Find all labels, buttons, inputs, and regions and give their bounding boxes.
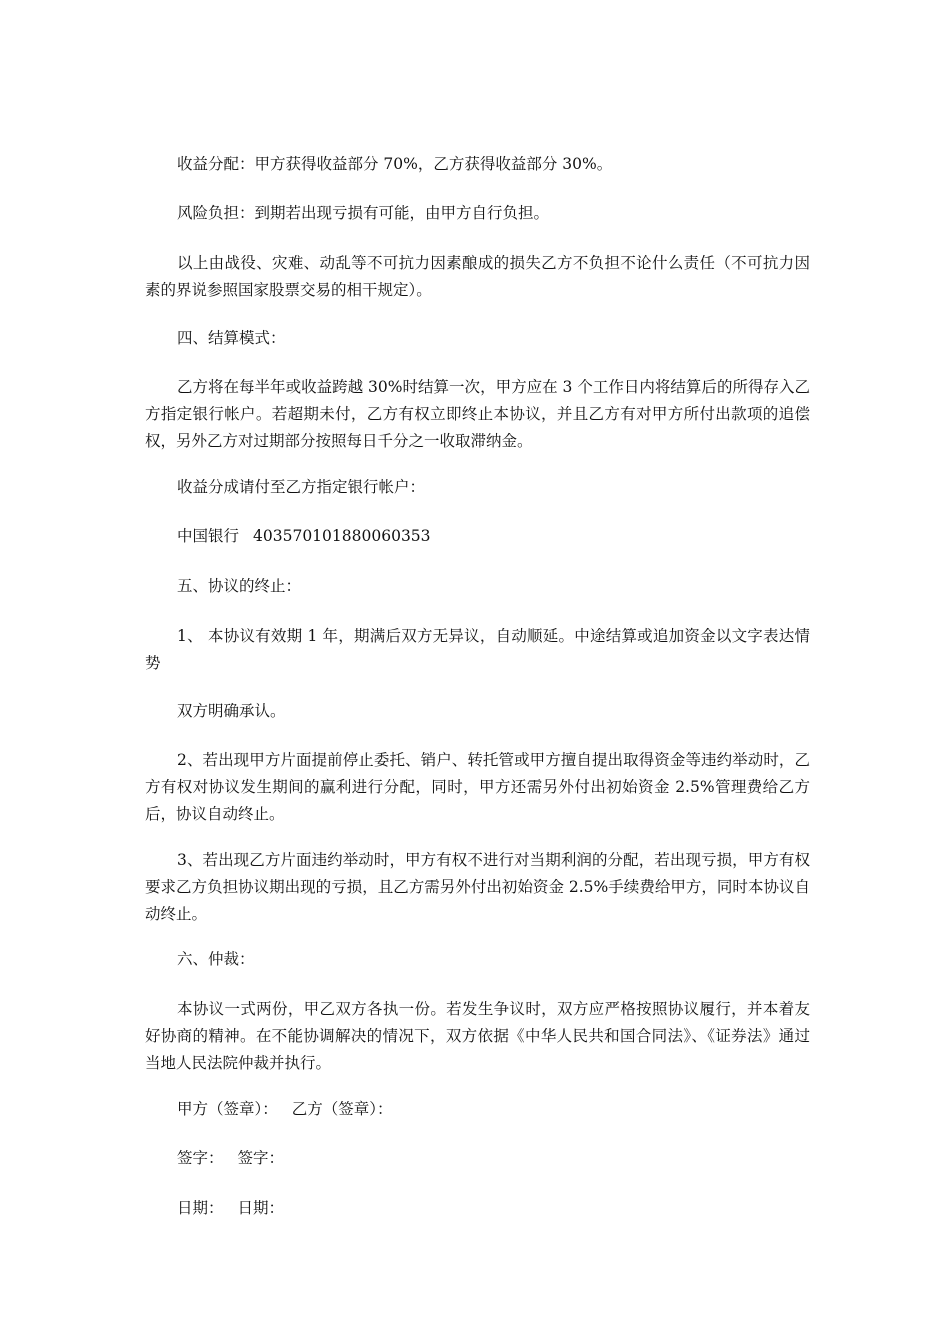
paragraph-termination-3: 3、若出现乙方片面违约举动时，甲方有权不进行对当期利润的分配，若出现亏损，甲方有权要求乙方负担协议期出现的亏损，且乙方需另外付出初始资金 2.5%手续费给甲方，同时本协议自动终止。 <box>145 851 810 923</box>
section-heading-termination: 五、协议的终止： <box>177 577 302 595</box>
section-heading-arbitration: 六、仲裁： <box>177 950 255 968</box>
party-b-sign-label: 签字： <box>237 1149 285 1167</box>
party-a-sign-label: 签字： <box>177 1149 224 1167</box>
party-a-date-label: 日期： <box>177 1199 224 1217</box>
section-heading-settlement: 四、结算模式： <box>177 329 286 347</box>
paragraph-bank-account-label: 收益分成请付至乙方指定银行帐户： <box>177 478 426 496</box>
paragraph-termination-1-continued: 双方明确承认。 <box>177 702 286 720</box>
paragraph-arbitration: 本协议一式两份，甲乙双方各执一份。若发生争议时，双方应严格按照协议履行，并本着友好协商的精神。在不能协调解决的情况下，双方依据《中华人民共和国合同法》、《证券法》通过当地人民法院仲裁并执行。 <box>145 1000 810 1072</box>
paragraph-profit-allocation: 收益分配：甲方获得收益部分 70%，乙方获得收益部分 30%。 <box>177 155 613 173</box>
bank-name: 中国银行 <box>177 527 240 545</box>
paragraph-force-majeure: 以上由战役、灾难、动乱等不可抗力因素酿成的损失乙方不负担不论什么责任（不可抗力因素的界说参照国家股票交易的相干规定）。 <box>145 254 810 299</box>
party-a-seal-label: 甲方（签章）： <box>177 1100 278 1118</box>
paragraph-risk-bearing: 风险负担：到期若出现亏损有可能，由甲方自行负担。 <box>177 204 550 222</box>
paragraph-bank-account <box>145 523 810 550</box>
signature-sign-line <box>145 1145 810 1172</box>
paragraph-termination-1: 1、 本协议有效期 1 年，期满后双方无异议，自动顺延。中途结算或追加资金以文字表达情势 <box>145 627 810 672</box>
paragraph-termination-2: 2、若出现甲方片面提前停止委托、销户、转托管或甲方擅自提出取得资金等违约举动时，乙方有权对协议发生期间的赢利进行分配，同时，甲方还需另外付出初始资金 2.5%管理费给乙方后，协议自动终止。 <box>145 751 810 823</box>
party-b-date-label: 日期： <box>237 1199 285 1217</box>
signature-date-line <box>145 1195 810 1222</box>
bank-account-number: 403570101880060353 <box>253 527 431 545</box>
signature-seal-line <box>145 1096 810 1123</box>
paragraph-settlement-terms: 乙方将在每半年或收益跨越 30%时结算一次，甲方应在 3 个工作日内将结算后的所得存入乙方指定银行帐户。若超期未付，乙方有权立即终止本协议，并且乙方有对甲方所付出款项的追偿权，另外乙方对过期部分按照每日千分之一收取滞纳金。 <box>145 378 810 450</box>
party-b-seal-label: 乙方（签章）： <box>291 1100 393 1118</box>
